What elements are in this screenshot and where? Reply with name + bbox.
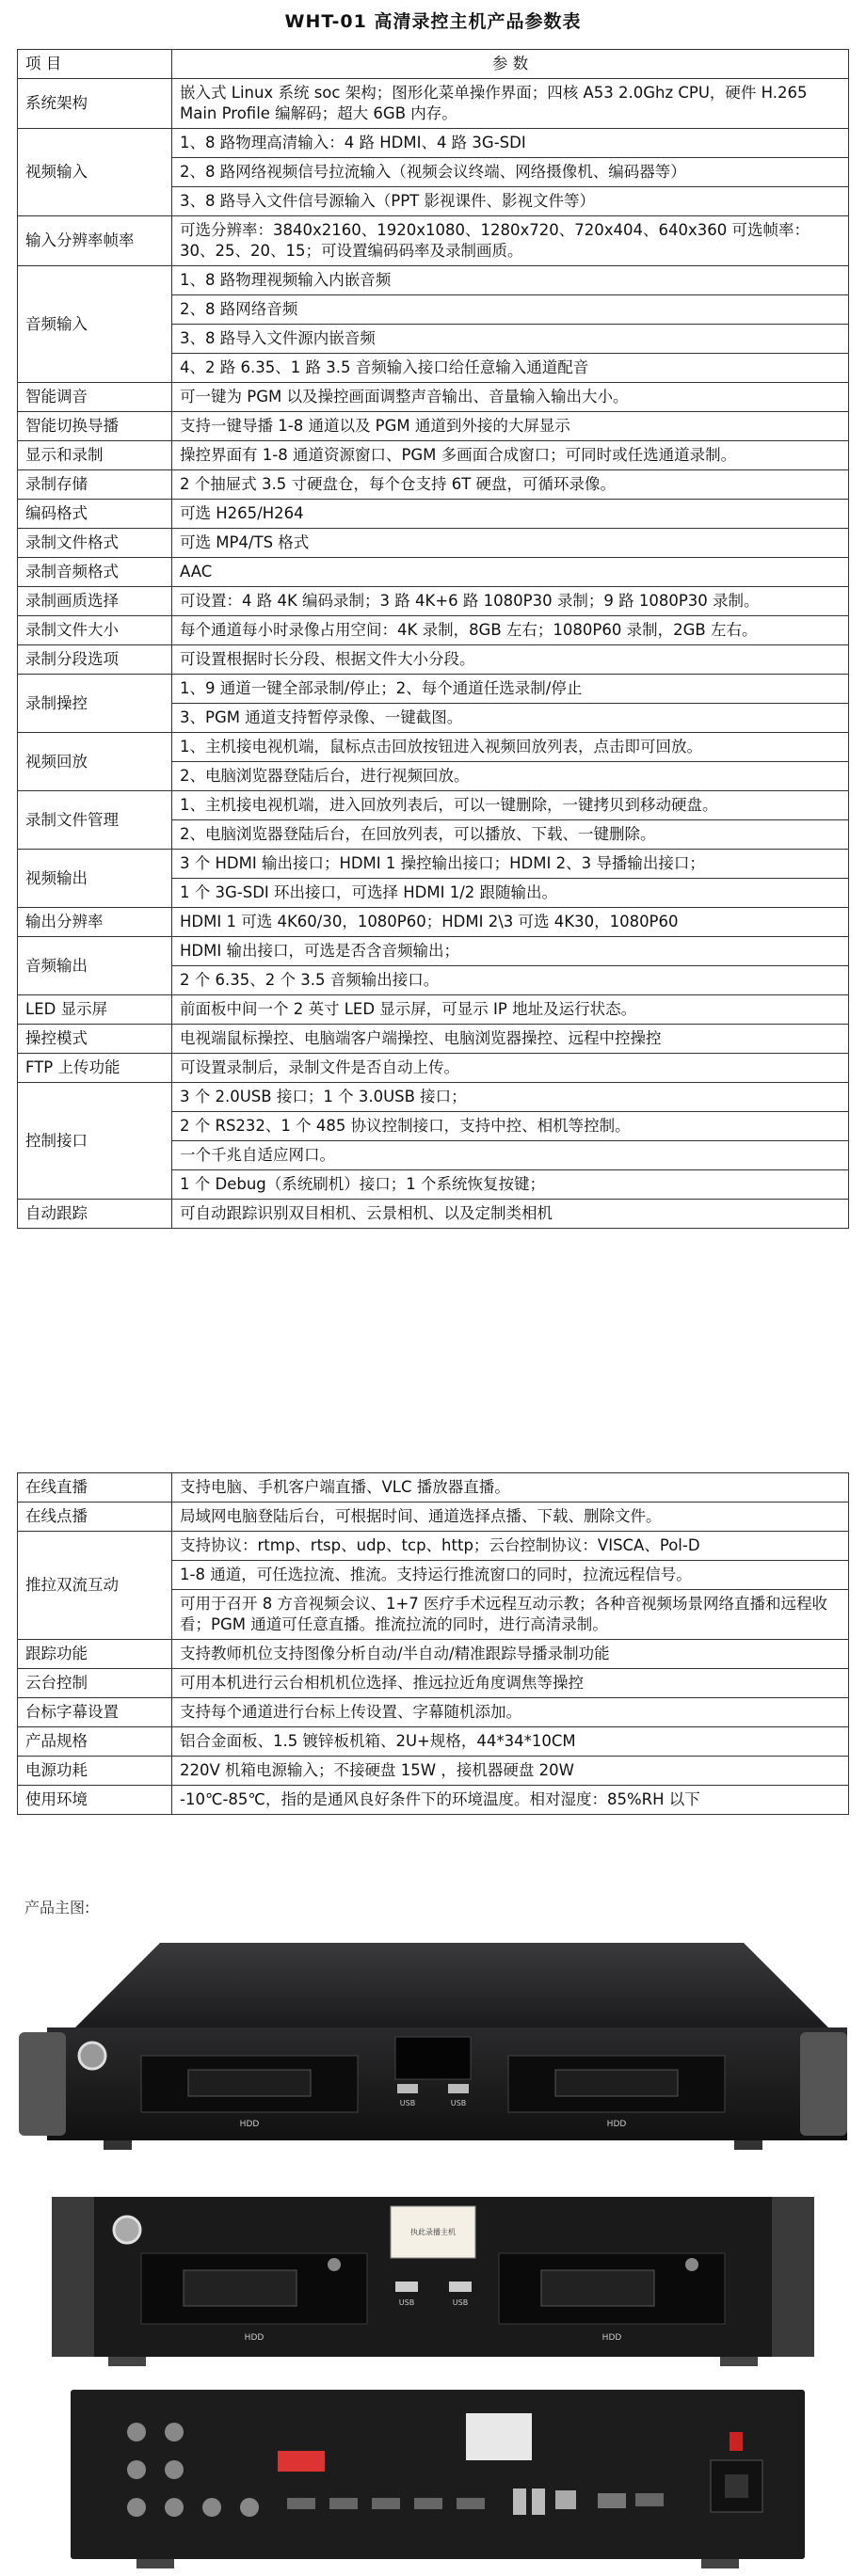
- spec-value: 2 个 RS232、1 个 485 协议控制接口，支持中控、相机等控制。: [172, 1112, 849, 1141]
- table-row: [18, 529, 849, 558]
- usb-port-icon: [513, 2489, 526, 2515]
- spec-label: 智能调音: [18, 383, 172, 412]
- page-title: WHT-01 高清录控主机产品参数表: [284, 11, 582, 32]
- spec-value: 1 个 3G-SDI 环出接口，可选择 HDMI 1/2 跟随输出。: [172, 879, 849, 908]
- spec-value: 嵌入式 Linux 系统 soc 架构；图形化菜单操作界面；四核 A53 2.0Ghz CPU，硬件 H.265 Main Profile 编解码；超大 6GB 内存。: [172, 79, 849, 129]
- table-row: [18, 129, 849, 158]
- spec-value: 可一键为 PGM 以及操控画面调整声音输出、音量输入输出大小。: [172, 383, 849, 412]
- table-row: [18, 412, 849, 441]
- table-row: [18, 1503, 849, 1532]
- spec-value: 支持电脑、手机客户端直播、VLC 播放器直播。: [172, 1473, 849, 1503]
- spec-label: 显示和录制: [18, 441, 172, 470]
- power-button-icon: [114, 2217, 140, 2243]
- spec-label: 录制文件格式: [18, 529, 172, 558]
- chassis-top: [75, 1943, 828, 2027]
- spec-label: 视频回放: [18, 733, 172, 791]
- usb-port-icon: [449, 2282, 472, 2292]
- spec-label: 台标字幕设置: [18, 1698, 172, 1727]
- spec-label: 跟踪功能: [18, 1640, 172, 1669]
- spec-value: HDMI 输出接口，可选是否含音频输出；: [172, 937, 849, 966]
- spec-label: 自动跟踪: [18, 1200, 172, 1229]
- table-row: [18, 733, 849, 762]
- header-item: 项 目: [18, 50, 172, 79]
- spec-label: 录制画质选择: [18, 587, 172, 616]
- usb-port-icon: [448, 2084, 469, 2093]
- spec-label: LED 显示屏: [18, 995, 172, 1025]
- table-row: [18, 616, 849, 645]
- spec-label: 使用环境: [18, 1786, 172, 1815]
- table-row: [18, 1054, 849, 1083]
- hdd-label: HDD: [244, 2333, 265, 2343]
- spec-value: 支持协议：rtmp、rtsp、udp、tcp、http；云台控制协议：VISCA、Pol-D: [172, 1532, 849, 1561]
- spec-value: 支持每个通道进行台标上传设置、字幕随机添加。: [172, 1698, 849, 1727]
- spec-label: 在线直播: [18, 1473, 172, 1503]
- spec-value: 220V 机箱电源输入；不接硬盘 15W ，接机器硬盘 20W: [172, 1757, 849, 1786]
- spec-label: 录制文件大小: [18, 616, 172, 645]
- spec-value: 一个千兆自适应网口。: [172, 1141, 849, 1170]
- spec-value: 3、PGM 通道支持暂停录像、一键截图。: [172, 704, 849, 733]
- hdd-label: HDD: [601, 2333, 622, 2343]
- table-row: [18, 1757, 849, 1786]
- serial-port-icon: [598, 2493, 626, 2508]
- spec-value: 2 个抽屉式 3.5 寸硬盘仓，每个仓支持 6T 硬盘，可循环录像。: [172, 470, 849, 500]
- spec-value: 1、8 路物理高清输入：4 路 HDMI、4 路 3G-SDI: [172, 129, 849, 158]
- usb-port-icon: [532, 2489, 545, 2515]
- spec-value: 2、8 路网络音频: [172, 295, 849, 325]
- spec-value: 可选 H265/H264: [172, 500, 849, 529]
- spec-value: 1、9 通道一键全部录制/停止；2、每个通道任选录制/停止: [172, 675, 849, 704]
- usb-label: USB: [399, 2099, 416, 2107]
- spec-value: 每个通道每小时录像占用空间：4K 录制，8GB 左右；1080P60 录制，2GB 左右。: [172, 616, 849, 645]
- spec-value: 3、8 路导入文件信号源输入（PPT 影视课件、影视文件等）: [172, 187, 849, 216]
- spec-label: 编码格式: [18, 500, 172, 529]
- table-row: [18, 500, 849, 529]
- rack-ear-right: [800, 2032, 847, 2136]
- table-row: [18, 1698, 849, 1727]
- table-row: [18, 266, 849, 295]
- spec-value: 可用于召开 8 方音视频会议、1+7 医疗手术远程互动示教；各种音视频场景网络直播和远程收看；PGM 通道可任意直播。推流拉流的同时，进行高清录制。: [172, 1590, 849, 1640]
- table-row: [18, 587, 849, 616]
- table-row: [18, 1669, 849, 1698]
- table-row: [18, 850, 849, 879]
- table-header-row: [18, 50, 849, 79]
- spec-value: 铝合金面板、1.5 镀锌板机箱、2U+规格，44*34*10CM: [172, 1727, 849, 1757]
- spec-value: 可用本机进行云台相机机位选择、推远拉近角度调焦等操控: [172, 1669, 849, 1698]
- spec-value: 1 个 Debug（系统刷机）接口；1 个系统恢复按键；: [172, 1170, 849, 1200]
- spec-label: 录制文件管理: [18, 791, 172, 850]
- table-row: [18, 1025, 849, 1054]
- spec-value: -10℃-85℃，指的是通风良好条件下的环境温度。相对湿度：85%RH 以下: [172, 1786, 849, 1815]
- hdd-label: HDD: [239, 2120, 260, 2129]
- product-image-caption: 产品主图:: [24, 1899, 90, 1916]
- power-button-icon: [79, 2043, 105, 2069]
- spec-label: 控制接口: [18, 1083, 172, 1200]
- table-row: [18, 1200, 849, 1229]
- product-photo-front: [52, 2187, 814, 2376]
- spec-value: 2 个 6.35、2 个 3.5 音频输出接口。: [172, 966, 849, 995]
- spec-value: 局域网电脑登陆后台，可根据时间、通道选择点播、下载、删除文件。: [172, 1503, 849, 1532]
- spec-label: 在线点播: [18, 1503, 172, 1532]
- spec-label: 系统架构: [18, 79, 172, 129]
- table-row: [18, 470, 849, 500]
- spec-value: 1、8 路物理视频输入内嵌音频: [172, 266, 849, 295]
- spec-value: 可设置：4 路 4K 编码录制；3 路 4K+6 路 1080P30 录制；9 路 1080P30 录制。: [172, 587, 849, 616]
- spec-value: 前面板中间一个 2 英寸 LED 显示屏，可显示 IP 地址及运行状态。: [172, 995, 849, 1025]
- spec-label: 推拉双流互动: [18, 1532, 172, 1640]
- spec-value: 2、电脑浏览器登陆后台，进行视频回放。: [172, 762, 849, 791]
- spec-label: 产品规格: [18, 1727, 172, 1757]
- rack-ear-left: [19, 2032, 66, 2136]
- spec-label: 输入分辨率帧率: [18, 216, 172, 266]
- spec-value: 可自动跟踪识别双目相机、云景相机、以及定制类相机: [172, 1200, 849, 1229]
- spec-table-features: [17, 1472, 849, 1815]
- table-row: [18, 79, 849, 129]
- spec-value: 电视端鼠标操控、电脑端客户端操控、电脑浏览器操控、远程中控操控: [172, 1025, 849, 1054]
- spec-label: 录制操控: [18, 675, 172, 733]
- spec-value: 1、主机接电视机端，进入回放列表后，可以一键删除，一键拷贝到移动硬盘。: [172, 791, 849, 820]
- ethernet-port-icon: [555, 2490, 576, 2509]
- spec-label: 录制音频格式: [18, 558, 172, 587]
- usb-port-icon: [397, 2084, 418, 2093]
- spec-value: 1-8 通道，可任选拉流、推流。支持运行推流窗口的同时，拉流远程信号。: [172, 1561, 849, 1590]
- spec-value: 3 个 HDMI 输出接口；HDMI 1 操控输出接口；HDMI 2、3 导播输出接口；: [172, 850, 849, 879]
- usb-label: USB: [450, 2099, 467, 2107]
- spec-label: 操控模式: [18, 1025, 172, 1054]
- usb-label: USB: [452, 2298, 469, 2307]
- product-photo-rear: [71, 2385, 805, 2573]
- table-row: [18, 937, 849, 966]
- table-row: [18, 1786, 849, 1815]
- spec-value: 2、8 路网络视频信号拉流输入（视频会议终端、网络摄像机、编码器等）: [172, 158, 849, 187]
- table-row: [18, 1727, 849, 1757]
- dip-switch: [278, 2451, 325, 2472]
- product-photo-perspective: [19, 1924, 847, 2178]
- spec-value: 支持教师机位支持图像分析自动/半自动/精准跟踪导播录制功能: [172, 1640, 849, 1669]
- table-row: [18, 1532, 849, 1561]
- usb-label: USB: [398, 2298, 415, 2307]
- spec-label: 录制存储: [18, 470, 172, 500]
- spec-label: 电源功耗: [18, 1757, 172, 1786]
- spec-value: 可选分辨率：3840x2160、1920x1080、1280x720、720x404、640x360 可选帧率：30、25、20、15；可设置编码码率及录制画质。: [172, 216, 849, 266]
- spec-value: 支持一键导播 1-8 通道以及 PGM 通道到外接的大屏显示: [172, 412, 849, 441]
- table-row: [18, 791, 849, 820]
- table-row: [18, 995, 849, 1025]
- table-row: [18, 645, 849, 675]
- spec-label: FTP 上传功能: [18, 1054, 172, 1083]
- spec-label: 智能切换导播: [18, 412, 172, 441]
- spec-value: 2、电脑浏览器登陆后台，在回放列表，可以播放、下载、一键删除。: [172, 820, 849, 850]
- spec-label: 输出分辨率: [18, 908, 172, 937]
- table-row: [18, 441, 849, 470]
- spec-value: 可设置根据时长分段、根据文件大小分段。: [172, 645, 849, 675]
- table-row: [18, 1473, 849, 1503]
- spec-value: 3 个 2.0USB 接口；1 个 3.0USB 接口；: [172, 1083, 849, 1112]
- spec-value: 3、8 路导入文件源内嵌音频: [172, 325, 849, 354]
- usb-port-icon: [395, 2282, 418, 2292]
- table-row: [18, 1640, 849, 1669]
- spec-value: HDMI 1 可选 4K60/30，1080P60；HDMI 2\3 可选 4K30，1080P60: [172, 908, 849, 937]
- spec-value: 操控界面有 1-8 通道资源窗口、PGM 多画面合成窗口；可同时或任选通道录制。: [172, 441, 849, 470]
- table-row: [18, 558, 849, 587]
- spec-label: 视频输出: [18, 850, 172, 908]
- led-display: [395, 2037, 471, 2079]
- table-row: [18, 383, 849, 412]
- table-row: [18, 1083, 849, 1112]
- spec-value: 1、主机接电视机端，鼠标点击回放按钮进入视频回放列表，点击即可回放。: [172, 733, 849, 762]
- spec-label: 音频输出: [18, 937, 172, 995]
- spec-value: 4、2 路 6.35、1 路 3.5 音频输入接口给任意输入通道配音: [172, 354, 849, 383]
- spec-value: 可设置录制后，录制文件是否自动上传。: [172, 1054, 849, 1083]
- spec-table-main: [17, 49, 849, 1229]
- spec-label: 云台控制: [18, 1669, 172, 1698]
- header-param: 参 数: [172, 50, 849, 79]
- spec-label: 音频输入: [18, 266, 172, 383]
- spec-value: AAC: [172, 558, 849, 587]
- led-display-text: 执此录播主机: [410, 2228, 456, 2236]
- table-row: [18, 675, 849, 704]
- spec-value: 可选 MP4/TS 格式: [172, 529, 849, 558]
- hdd-label: HDD: [606, 2120, 627, 2129]
- spec-sticker: [466, 2413, 532, 2460]
- hdmi-port-icon: [635, 2493, 664, 2506]
- spec-label: 视频输入: [18, 129, 172, 216]
- spec-label: 录制分段选项: [18, 645, 172, 675]
- table-row: [18, 216, 849, 266]
- table-row: [18, 908, 849, 937]
- power-switch-icon: [730, 2432, 743, 2451]
